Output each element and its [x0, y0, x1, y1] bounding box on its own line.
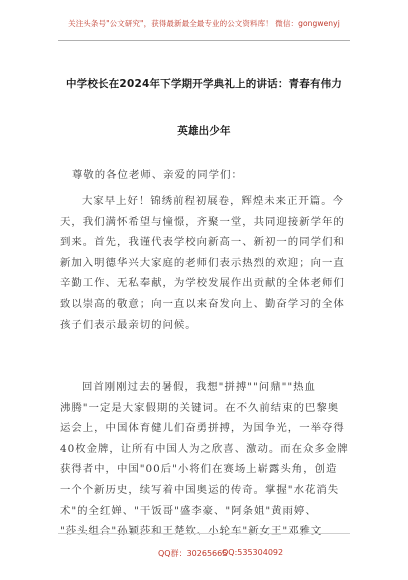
greeting: 尊敬的各位老师、亲爱的同学们： — [72, 169, 243, 181]
paragraph-line: 40枚金牌，让所有中国人为之欣喜、激动。而在众多金牌 — [60, 442, 349, 455]
paragraph-2 — [60, 377, 352, 542]
paragraph-line: 辛勤工作、无私奉献，为学校发展作出贡献的全体老师们 — [60, 277, 345, 290]
paragraph-line: 沸腾"一定是大家假期的关键词。在不久前结束的巴黎奥 — [60, 401, 340, 414]
paragraph-line: 致以崇高的敬意；向一直以来奋发向上、勤奋学习的全体 — [60, 297, 345, 310]
paragraph-line: 术"的全红婵、"干饭哥"盛李豪、"阿条姐"黄雨婷、 — [60, 504, 317, 517]
paragraph-line: 获得者中，中国"00后"小将们在赛场上崭露头角，创造 — [60, 463, 338, 476]
paragraph-line: 一个个新历史，续写着中国奥运的传奇。掌握"水花消失 — [60, 483, 340, 496]
document-title-line1: 中学校长在2024年下学期开学典礼上的讲话：青春有伟力 — [65, 78, 343, 90]
footer-qq-contact: QQ:535304092 — [222, 548, 284, 557]
paragraph-line: "莎头组合"孙颖莎和王楚钦、小轮车"新女王"邓雅文 — [60, 525, 323, 538]
footer-divider — [58, 533, 350, 534]
paragraph-1 — [60, 191, 352, 335]
paragraph-line: 天，我们满怀希望与憧憬，齐聚一堂，共同迎接新学年的 — [60, 215, 345, 228]
paragraph-line: 新加入明德华兴大家庭的老师们表示热烈的欢迎；向一直 — [60, 256, 345, 269]
header-banner: 关注头条号"公文研究"，获得最新最全最专业的公文资料库！ 微信：gongwenyj — [68, 19, 340, 28]
footer-qq-group: QQ群：30265665 — [158, 549, 228, 558]
paragraph-line: 运会上，中国体育健儿们奋勇拼搏，为国争光，一举夺得 — [60, 422, 345, 435]
header-divider — [58, 40, 350, 41]
paragraph-line: 到来。首先，我谨代表学校向新高一、新初一的同学们和 — [60, 236, 345, 249]
paragraph-line: 孩子们表示最亲切的问候。 — [60, 318, 197, 331]
paragraph-line: 回首刚刚过去的暑假，我想"拼搏""问鼎""热血 — [82, 381, 316, 393]
paragraph-line: 大家早上好！锦绣前程初展卷，辉煌未来正开篇。今 — [82, 195, 344, 207]
document-title-line2: 英雄出少年 — [177, 125, 231, 137]
